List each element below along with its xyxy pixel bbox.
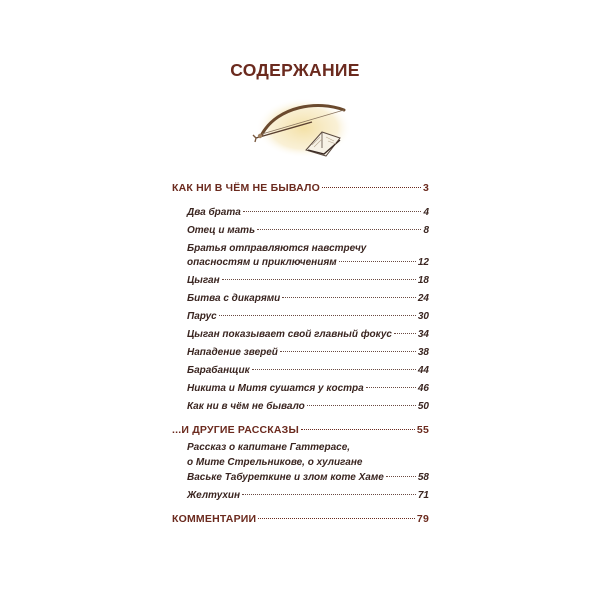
toc-entry-title: ...И ДРУГИЕ РАССКАЗЫ [172,424,299,436]
dot-leader [322,186,421,188]
toc-entry-title: Парус [187,311,217,322]
toc-entry[interactable] [187,382,429,395]
toc-entry-title: Отец и мать [187,225,256,236]
dot-leader [222,278,416,280]
toc-section-header[interactable] [172,182,429,195]
toc-page-number: 58 [417,472,429,483]
toc-entry[interactable] [187,346,429,359]
dot-leader [280,350,416,352]
toc-entry[interactable] [187,292,429,305]
toc-entry-title: Как ни в чём не бывало [187,401,305,412]
dot-leader [257,228,421,230]
dot-leader [307,404,416,406]
toc-page-number: 30 [417,311,429,322]
toc-entry-title: Цыган [187,275,220,286]
dot-leader [394,332,416,334]
dot-leader [339,260,416,262]
toc-entry[interactable] [187,400,429,413]
toc-page-number: 50 [417,401,429,412]
toc-page-number: 55 [416,424,429,436]
dot-leader [258,517,415,519]
toc-entry[interactable] [187,364,429,377]
toc-page-number: 4 [423,207,429,218]
toc-entry[interactable] [187,274,429,287]
dot-leader [366,386,416,388]
toc-entry-title: Никита и Митя сушатся у костра [187,383,364,394]
toc-page-number: 34 [417,329,429,340]
toc-page-number: 8 [423,225,429,236]
toc-page-number: 12 [417,257,429,268]
toc-entry-title: КОММЕНТАРИИ [172,513,257,525]
toc-entry-title-line: Братья отправляются навстречу [187,243,367,254]
toc-entry[interactable] [187,471,429,484]
toc-entry-title: Нападение зверей [187,347,278,358]
toc-entry-title: Битва с дикарями [187,293,281,304]
dot-leader [301,428,415,430]
toc-entry-title-line: о Мите Стрельникове, о хулигане [187,457,363,468]
toc-entry-title: Желтухин [187,490,241,501]
toc-entry[interactable] [187,489,429,502]
toc-entry-title: КАК НИ В ЧЁМ НЕ БЫВАЛО [172,182,320,194]
toc-page-number: 79 [416,513,429,525]
toc-entry[interactable] [187,328,429,341]
toc-entry-title: Барабанщик [187,365,250,376]
toc-entry-title: Два брата [187,207,241,218]
dot-leader [252,368,416,370]
toc-entry[interactable] [187,256,429,269]
toc-entry[interactable] [187,310,429,323]
toc-page-number: 38 [417,347,429,358]
toc-entry-title: Ваське Табуреткине и злом коте Хаме [187,472,384,483]
toc-section-header[interactable] [172,513,429,526]
toc-entry-title-line: Рассказ о капитане Гаттерасе, [187,442,351,453]
dot-leader [386,475,416,477]
toc-page-number: 18 [417,275,429,286]
toc-entry[interactable] [187,206,429,219]
page-title: СОДЕРЖАНИЕ [230,60,360,80]
dot-leader [243,210,422,212]
toc-page-number: 24 [417,293,429,304]
toc-entry[interactable] [187,224,429,237]
toc-page-number: 46 [417,383,429,394]
toc-entry-title: Цыган показывает свой главный фокус [187,329,392,340]
toc-section-header[interactable] [172,424,429,437]
dot-leader [282,296,416,298]
dot-leader [219,314,416,316]
toc-page-number: 3 [422,182,429,194]
toc-page-number: 44 [417,365,429,376]
toc-entry-title: опасностям и приключениям [187,257,337,268]
toc-page-number: 71 [417,490,429,501]
dot-leader [242,493,416,495]
